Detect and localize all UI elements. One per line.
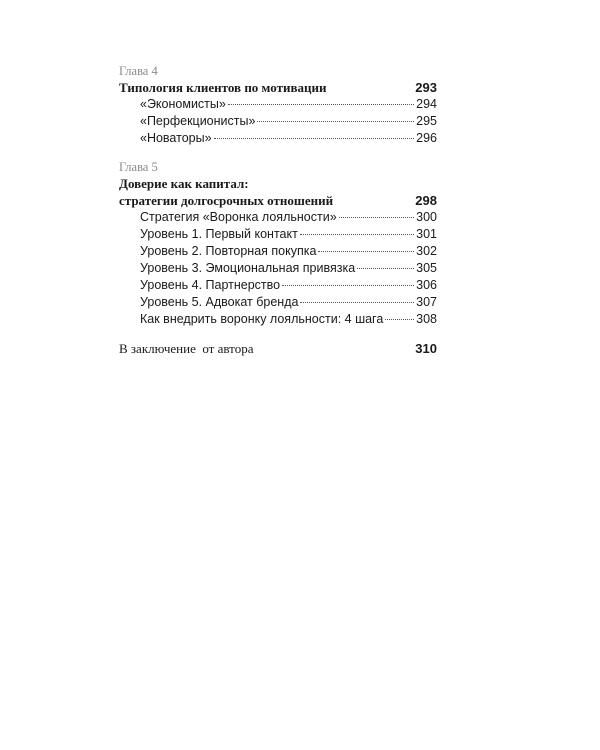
- toc-entry-title: Уровень 4. Партнерство: [140, 278, 281, 292]
- toc-entry[interactable]: [140, 278, 437, 293]
- toc-entry-page: 307: [416, 295, 437, 309]
- toc-entry[interactable]: [140, 97, 437, 112]
- toc-entry[interactable]: [140, 295, 437, 310]
- conclusion-entry[interactable]: [119, 341, 437, 356]
- toc-entry-page: 295: [416, 114, 437, 128]
- leader-dots: [214, 137, 415, 139]
- toc-entry-title: Стратегия «Воронка лояльности»: [140, 210, 337, 224]
- chapter-5-title-line-1: Доверие как капитал:: [119, 176, 249, 191]
- chapter-4-title: Типология клиентов по мотивации: [119, 80, 327, 95]
- leader-dots: [228, 103, 414, 105]
- toc-entry[interactable]: [140, 114, 437, 129]
- toc-entry-page: 306: [416, 278, 437, 292]
- chapter-4-entry[interactable]: [119, 80, 437, 95]
- conclusion-page: 310: [415, 341, 437, 356]
- toc-entry[interactable]: [140, 312, 437, 327]
- toc-entry-title: Уровень 1. Первый контакт: [140, 227, 298, 241]
- toc-entry[interactable]: [140, 210, 437, 225]
- leader-dots: [282, 284, 414, 286]
- toc-entry-page: 302: [416, 244, 437, 258]
- chapter-5-page: 298: [415, 193, 437, 208]
- toc-entry-title: Уровень 2. Повторная покупка: [140, 244, 317, 258]
- toc-entry-page: 305: [416, 261, 437, 275]
- toc-entry-title: «Перфекционисты»: [140, 114, 256, 128]
- toc-entry-page: 296: [416, 131, 437, 145]
- chapter-5-entry[interactable]: [119, 193, 437, 208]
- leader-dots: [385, 318, 414, 320]
- toc-entry[interactable]: [140, 227, 437, 242]
- chapter-4-page: 293: [415, 80, 437, 95]
- toc-entry-title: «Новаторы»: [140, 131, 212, 145]
- toc-entry[interactable]: [140, 131, 437, 146]
- leader-dots: [300, 233, 414, 235]
- chapter-5-title-line-2: стратегии долгосрочных отношений: [119, 193, 334, 208]
- toc-entry[interactable]: [140, 261, 437, 276]
- leader-dots: [357, 267, 414, 269]
- leader-dots: [257, 120, 414, 122]
- toc-entry-page: 308: [416, 312, 437, 326]
- toc-entry-page: 301: [416, 227, 437, 241]
- toc-entry-title: Уровень 5. Адвокат бренда: [140, 295, 299, 309]
- conclusion-title: В заключение от автора: [119, 341, 254, 356]
- toc-entry-title: Уровень 3. Эмоциональная привязка: [140, 261, 356, 275]
- leader-dots: [339, 216, 414, 218]
- toc-entry-title: «Экономисты»: [140, 97, 226, 111]
- leader-dots: [300, 301, 414, 303]
- toc-entry-title: Как внедрить воронку лояльности: 4 шага: [140, 312, 384, 326]
- toc-entry-page: 300: [416, 210, 437, 224]
- chapter-5-label: Глава 5: [119, 160, 158, 174]
- toc-entry-page: 294: [416, 97, 437, 111]
- chapter-4-label: Глава 4: [119, 64, 158, 78]
- leader-dots: [318, 250, 414, 252]
- toc-entry[interactable]: [140, 244, 437, 259]
